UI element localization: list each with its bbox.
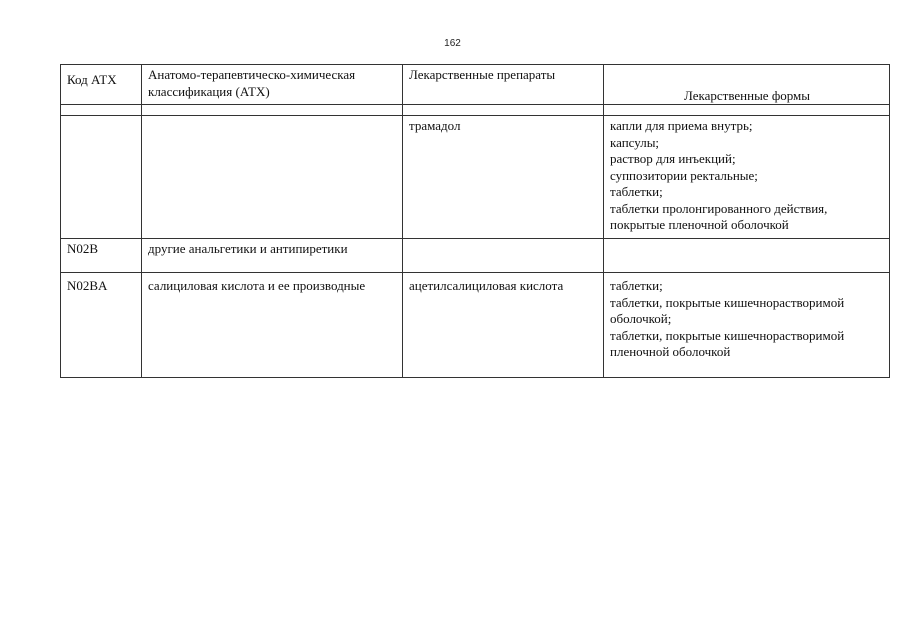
cell-drug: трамадол xyxy=(403,116,604,239)
form-item: таблетки; xyxy=(610,184,663,199)
header-drugs: Лекарственные препараты xyxy=(403,65,604,105)
form-item: капли для приема внутрь; xyxy=(610,118,753,133)
table-header-row xyxy=(61,65,890,105)
cell-forms xyxy=(604,273,890,378)
cell-forms xyxy=(604,239,890,273)
table-row xyxy=(61,116,890,239)
table-row xyxy=(61,273,890,378)
cell-code xyxy=(61,116,142,239)
header-forms: Лекарственные формы xyxy=(604,65,890,105)
cell-code: N02BA xyxy=(61,273,142,378)
form-item: таблетки, покрытые кишечнорастворимой xyxy=(610,294,845,310)
cell-classification xyxy=(142,273,403,378)
atx-drug-table xyxy=(60,64,890,378)
header-code: Код АТХ xyxy=(61,65,142,105)
form-item: суппозитории ректальные; xyxy=(610,167,758,183)
cell-classification xyxy=(142,116,403,239)
form-item: раствор для инъекций; xyxy=(610,151,736,166)
form-item: покрытые пленочной оболочкой xyxy=(610,217,789,232)
classification-text: салициловая кислота и ее производные xyxy=(148,278,366,293)
page-number: 162 xyxy=(444,38,461,49)
cell-code: N02B xyxy=(61,239,142,273)
cell-drug: ацетилсалициловая кислота xyxy=(403,273,604,378)
form-item: капсулы; xyxy=(610,134,660,150)
form-item: таблетки, покрытые кишечнорастворимой xyxy=(610,327,845,343)
cell-drug xyxy=(403,239,604,273)
table-row xyxy=(61,239,890,273)
form-item: пленочной оболочкой xyxy=(610,344,731,359)
form-item: таблетки пролонгированного действия, xyxy=(610,200,828,216)
form-item: таблетки; xyxy=(610,278,663,293)
cell-forms xyxy=(604,116,890,239)
header-classification: Анатомо-терапевтическо-химическая классификация (АТХ) xyxy=(142,65,403,105)
form-item: оболочкой; xyxy=(610,311,672,326)
cell-classification: другие анальгетики и антипиретики xyxy=(142,239,403,273)
table-spacer-row xyxy=(61,105,890,116)
